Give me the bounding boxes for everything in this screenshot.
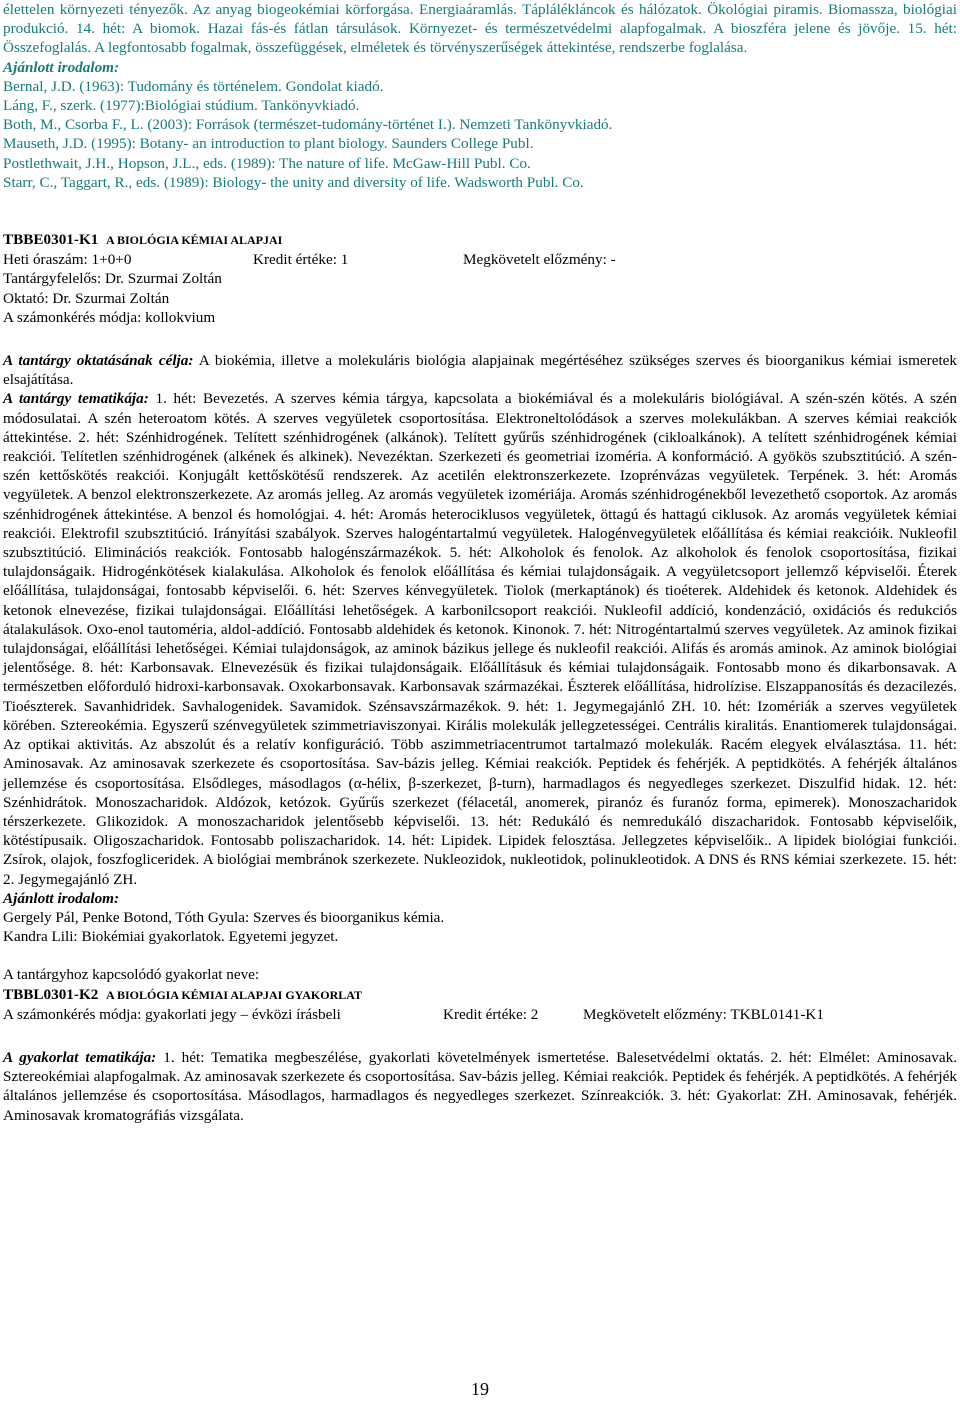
reference-item: Starr, C., Taggart, R., eds. (1989): Biology- the unity and diversity of life. Wadsworth Publ. Co. <box>3 173 584 191</box>
spacer <box>3 946 957 965</box>
course-assessment: A számonkérés módja: kollokvium <box>3 308 216 326</box>
previous-course-topics: élettelen környezeti tényezők. Az anyag biogeokémiai körforgása. Energiaáramlás. Táplálékláncok és hálózatok. Ökológiai piramis. Biomassza, biológiai produkció. 14. hét: A biomok. Hazai fás-és fátlan társulások. Környezet- és természetvédelmi alapfogalmak. A bioszféra jelene és jövője. 15. hét: Összefoglalás. A legfontosabb fogalmak, összefüggések, elméletek és törvényszerűségek áttekintése, rendszerbe foglalása. <box>3 1 957 57</box>
practice-heading <box>3 985 957 1005</box>
course-title: A BIOLÓGIA KÉMIAI ALAPJAI <box>105 233 283 248</box>
weekly-hours: Heti óraszám: 1+0+0 <box>3 251 132 269</box>
course-responsible: Tantárgyfelelős: Dr. Szurmai Zoltán <box>3 270 222 288</box>
practice-assessment: A számonkérés módja: gyakorlati jegy – évközi írásbeli <box>3 1005 341 1023</box>
reference-item: Bernal, J.D. (1963): Tudomány és történelem. Gondolat kiadó. <box>3 77 384 95</box>
reference-item: Both, M., Csorba F., L. (2003): Források (természet-tudomány-történet I.). Nemzeti Tankönyvkiadó. <box>3 116 613 134</box>
course-code: TBBE0301-K1 <box>3 231 99 249</box>
reference-item: Láng, F., szerk. (1977):Biológiai stúdium. Tankönyvkiadó. <box>3 97 360 115</box>
practice-credit: Kredit értéke: 2 <box>443 1005 539 1023</box>
literature-item: Gergely Pál, Penke Botond, Tóth Gyula: Szerves és bioorganikus kémia. <box>3 908 445 926</box>
spacer <box>3 1024 957 1048</box>
spacer <box>3 192 957 230</box>
course-teacher: Oktató: Dr. Szurmai Zoltán <box>3 289 170 307</box>
practice-prerequisite: Megkövetelt előzmény: TKBL0141-K1 <box>583 1005 824 1023</box>
page-number: 19 <box>471 1379 489 1399</box>
prerequisite: Megkövetelt előzmény: - <box>463 251 616 269</box>
course-goal: A tantárgy oktatásának célja: A biokémia, illetve a molekuláris biológia alapjainak megértéséhez szükséges szerves és bioorganikus kémiai ismeretek elsajátítása. <box>3 352 957 389</box>
practice-meta-row <box>3 1005 957 1024</box>
practice-topics: A gyakorlat tematikája: 1. hét: Tematika megbeszélése, gyakorlati követelmények ismertetése. Balesetvédelmi oktatás. 2. hét: Elmélet: Aminosavak. Sztereokémiai alapfogalmak. Az aminosavak szerkezete és csoportosítása. Sav-bázis jelleg. Kémiai reakciók. Peptidek és fehérjék. A peptidkötés. A fehérjék általános jellemzése és csoportosítása. Másodlagos, harmadlagos és negyedleges szerkezet. Színreakciók. 3. hét: Gyakorlat: ZH. Aminosavak, fehérjék. Aminosavak kromatográfiás vizsgálata. <box>3 1048 958 1124</box>
practice-intro: A tantárgyhoz kapcsolódó gyakorlat neve: <box>3 966 260 984</box>
reference-item: Postlethwait, J.H., Hopson, J.L., eds. (1989): The nature of life. McGaw-Hill Publ. Co. <box>3 154 531 172</box>
practice-title: A BIOLÓGIA KÉMIAI ALAPJAI GYAKORLAT <box>105 987 363 1002</box>
literature-heading: Ajánlott irodalom: <box>3 889 120 907</box>
course-meta-row <box>3 250 957 269</box>
reference-item: Mauseth, J.D. (1995): Botany- an introduction to plant biology. Saunders College Publ. <box>3 135 534 153</box>
references-heading: Ajánlott irodalom: <box>3 58 120 76</box>
page-content <box>3 0 957 1125</box>
course-topics: A tantárgy tematikája: 1. hét: Bevezetés. A szerves kémia tárgya, kapcsolata a biokémiával és a molekuláris biológiával. A szén-szén kötés. A szén módosulatai. A szén heteroatom kötés. A szerves vegyületek csoportosítása. Elektroneltolódások a szerves molekulákban. A szerves kémiai reakciók áttekintése. 2. hét: Szénhidrogének. Telített szénhidrogének (alkánok). Telített gyűrűs szénhidrogének (cikloalkánok). A telített szénhidrogének kémiai reakciói. Telítetlen szénhidrogének (alkének és alkinek). Nevezéktan. Szerkezeti és geometriai izoméria. A konformáció. A gyökös szubsztitúció. A szén-szén kettőskötés reakciói. Konjugált kettőskötésű rendszerek. Az acetilén elektronszerkezete. Izoprénvázas vegyületek. Terpének. 3. hét: Aromás vegyületek. A benzol elektronszerkezete. Az aromás jelleg. Az aromás vegyületek izomériája. Aromás szénhidrogénekből levezethető csoportok. Az aromás szénhidrogének áttekintése. A benzol és homológjai. 4. hét: Aromás heterociklusos vegyületek, öttagú és hattagú ciklusok. Az aromás vegyületek kémiai reakciói. Elektrofil szubsztitúció. Irányítási szabályok. Szerves halogéntartalmú vegyületek. Halogénvegyületek előállítása és kémiai reakcióik. Nukleofil szubsztitúció. Eliminációs reakciók. Fontosabb halogénszármazékok. 5. hét: Alkoholok és fenolok. Az alkoholok és fenolok csoportosítása, fizikai tulajdonságaik. Hidrogénkötések kialakulása. Alkoholok és fenolok előállítása és kémiai tulajdonságaik. A vegyületcsoport jellemző képviselői. Éterek előállítása, tulajdonságai, fontosabb képviselői. 6. hét: Szerves kénvegyületek. Tiolok (merkaptánok) és tioéterek. Aldehidek és ketonok. Aldehidek és ketonok elnevezése, fizikai tulajdonságai. Előállítási lehetőségek. A karbonilcsoport reakciói. Nukleofil addíció, kondenzáció, oxidációs és redukciós átalakulások. Oxo-enol tautoméria, aldol-addíció. Fontosabb aldehidek és ketonok. Kinonok. 7. hét: Nitrogéntartalmú szerves vegyületek. Az aminok fizikai tulajdonságai, előállítási lehetőségei. Kémiai tulajdonságok, az aminok bázikus jellege és nukleofil reakciói. Alifás és aromás aminok. Az aminok biológiai jelentősége. 8. hét: Karbonsavak. Elnevezésük és fizikai tulajdonságaik. Előállításuk és kémiai tulajdonságaik. Fontosabb mono és dikarbonsavak. A természetben előforduló hidroxi-karbonsavak. Oxokarbonsavak. Karbonsavak származékai. Észterek előállítása, hidrolízise. Elszappanosítás és dezacilezés. Tioészterek. Savanhidridek. Savhalogenidek. Savamidok. Szénsavszármazékok. 9. hét: 1. Jegymegajánló ZH. 10. hét: Izomériák a szerves vegyületek körében. Sztereokémia. Egyszerű szénvegyületek szimmetriaviszonyai. Királis molekulák jellegzetességei. Centrális kiralitás. Enantiomerek tulajdonságai. Az optikai aktivitás. Az abszolút és a relatív konfiguráció. Több aszimmetriacentrumot tartalmazó molekulák. Racém elegyek elválasztása. 11. hét: Aminosavak. Az aminosavak szerkezete és csoportosítása. Sav-bázis jelleg. Kémiai reakciók. Peptidek és fehérjék. A peptidkötés. A fehérjék általános jellemzése és csoportosítása. Elsődleges, másodlagos (α-hélix, β-szerkezet, β-turn), harmadlagos és negyedleges szerkezet. Diszulfid hidak. 12. hét: Szénhidrátok. Monoszacharidok. Aldózok, ketózok. Gyűrűs szerkezet (félacetál, anomerek, piranóz és furanóz forma, epimerek). Monoszacharidok térszerkezete. Glikozidok. A monoszacharidok jelentősebb képviselői. 13. hét: Redukáló és nemredukáló diszacharidok. Fontosabb képviselőik, kötéstípusaik. Oligoszacharidok. Fontosabb poliszacharidok. 14. hét: Lipidek. Lipidek felosztása. Jellegzetes képviselőik.. A lipidek biológiai funkciói. Zsírok, olajok, foszfogliceridek. A biológiai membránok szerkezete. Nukleozidok, nukleotidok, polinukleotidok. A DNS és RNS kémiai szerkezete. 15. hét: 2. Jegymegajánló ZH. <box>3 390 957 888</box>
credit-value: Kredit értéke: 1 <box>253 251 349 269</box>
literature-item: Kandra Lili: Biokémiai gyakorlatok. Egyetemi jegyzet. <box>3 928 339 946</box>
spacer <box>3 327 957 351</box>
practice-code: TBBL0301-K2 <box>3 985 99 1003</box>
course-heading <box>3 230 957 250</box>
